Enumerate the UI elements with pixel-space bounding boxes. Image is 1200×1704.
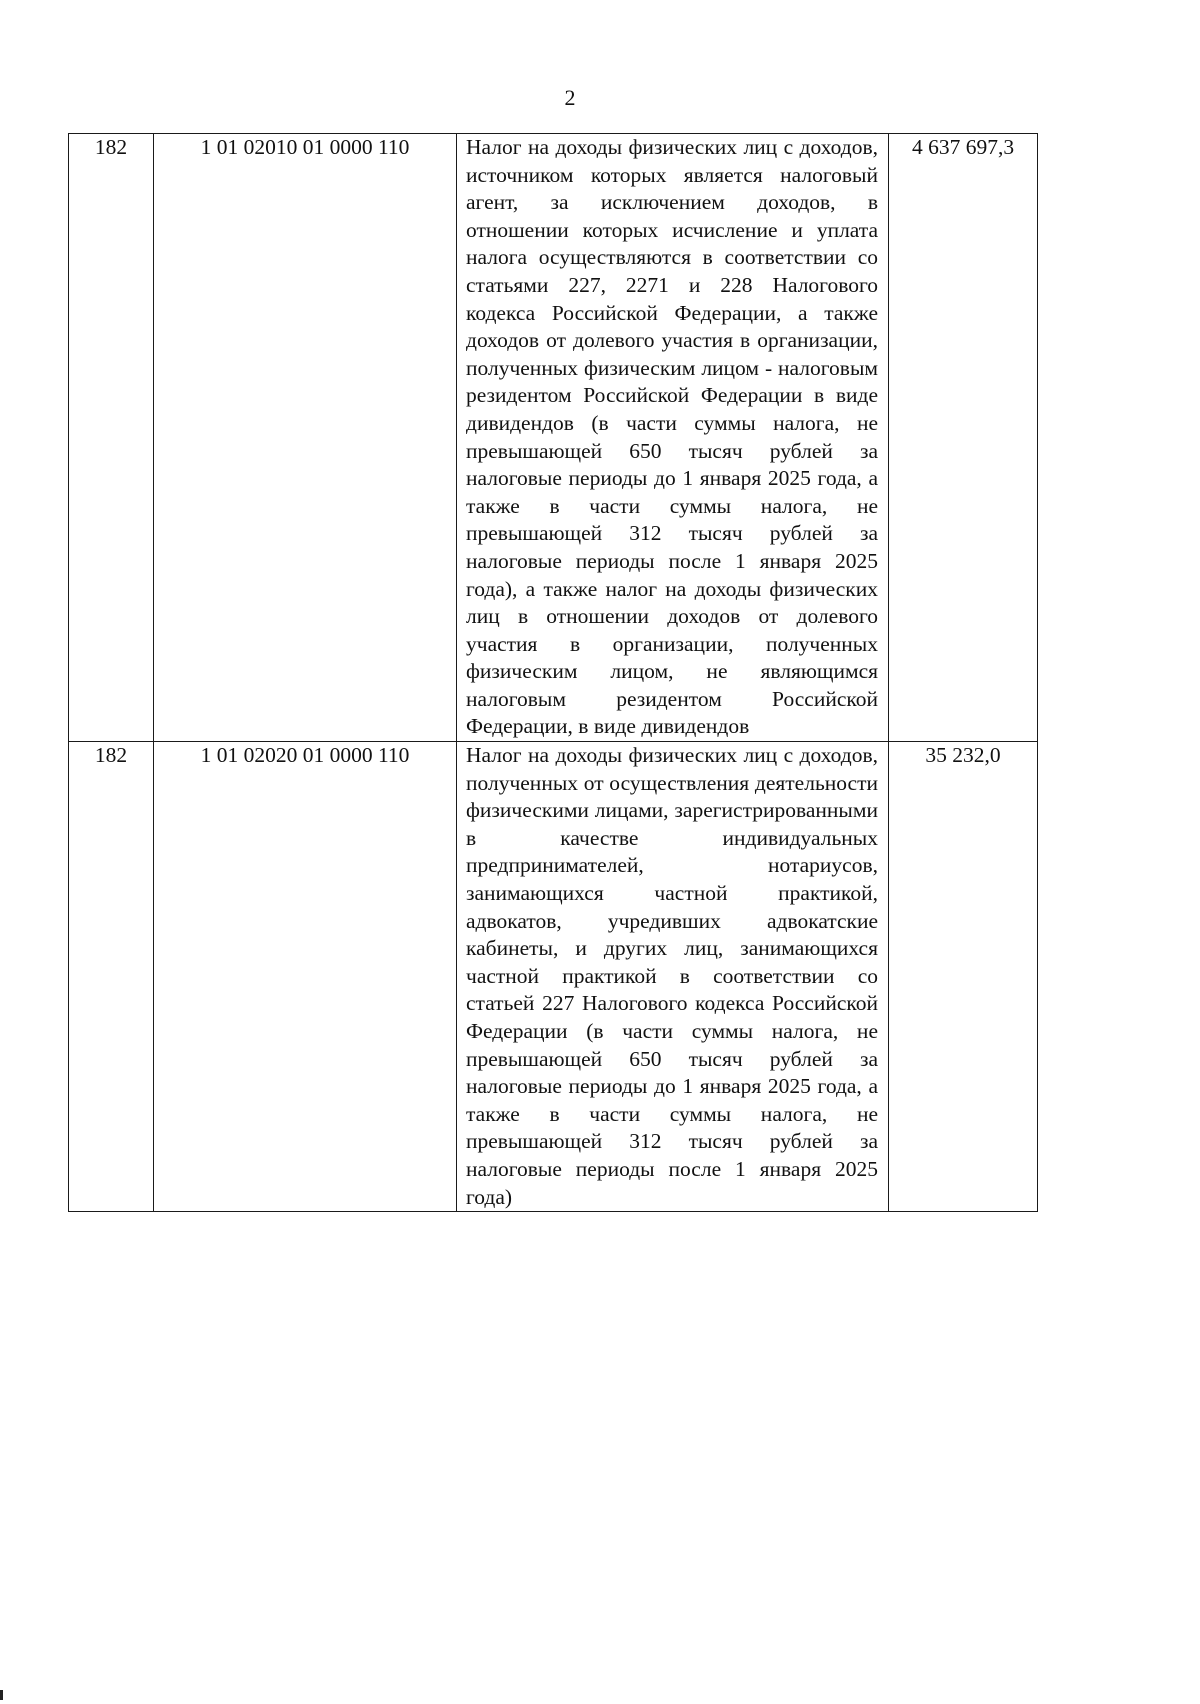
- table-row: [69, 134, 1038, 742]
- revenue-table: [68, 133, 1038, 1212]
- budget-classification-code-cell: 1 01 02020 01 0000 110: [154, 742, 457, 1212]
- admin-code-cell: 182: [69, 742, 154, 1212]
- scan-speck: [0, 1690, 3, 1700]
- amount-cell: 35 232,0: [889, 742, 1038, 1212]
- budget-classification-code-cell: 1 01 02010 01 0000 110: [154, 134, 457, 742]
- table-row: [69, 742, 1038, 1212]
- revenue-name-cell: Налог на доходы физических лиц с доходов, полученных от осуществления деятельности физическими лицами, зарегистрированными в качестве индивидуальных предпринимателей, нотариусов, занимающихся частной практикой, адвокатов, учредивших адвокатские кабинеты, и других лиц, занимающихся частной практикой в соответствии со статьей 227 Налогового кодекса Российской Федерации (в части суммы налога, не превышающей 650 тысяч рублей за налоговые периоды до 1 января 2025 года, а также в части суммы налога, не превышающей 312 тысяч рублей за налоговые периоды после 1 января 2025 года): [457, 742, 889, 1212]
- revenue-name-cell: Налог на доходы физических лиц с доходов, источником которых является налоговый агент, за исключением доходов, в отношении которых исчисление и уплата налога осуществляются в соответствии со статьями 227, 2271 и 228 Налогового кодекса Российской Федерации, а также доходов от долевого участия в организации, полученных физическим лицом - налоговым резидентом Российской Федерации в виде дивидендов (в части суммы налога, не превышающей 650 тысяч рублей за налоговые периоды до 1 января 2025 года, а также в части суммы налога, не превышающей 312 тысяч рублей за налоговые периоды после 1 января 2025 года), а также налог на доходы физических лиц в отношении доходов от долевого участия в организации, полученных физическим лицом, не являющимся налоговым резидентом Российской Федерации, в виде дивидендов: [457, 134, 889, 742]
- admin-code-cell: 182: [69, 134, 154, 742]
- amount-cell: 4 637 697,3: [889, 134, 1038, 742]
- page-number: 2: [564, 85, 576, 110]
